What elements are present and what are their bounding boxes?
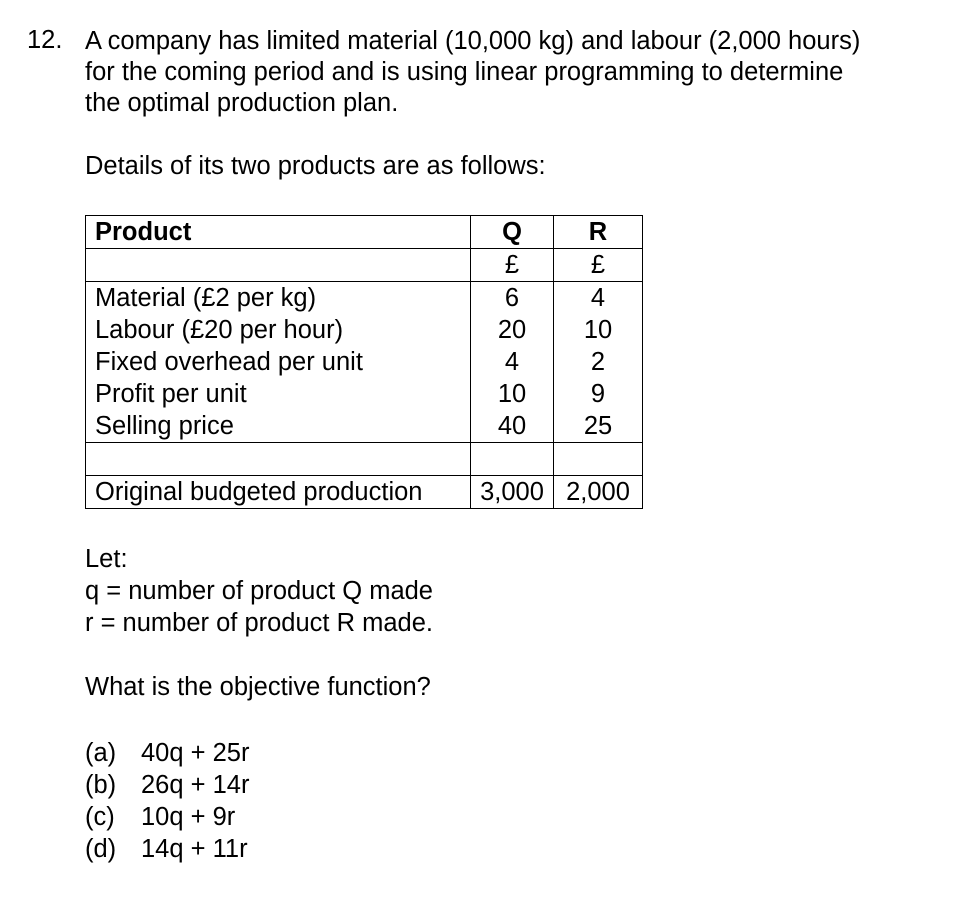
table-cell: 2,000	[554, 476, 643, 509]
header-product: Product	[86, 216, 471, 249]
answer-option-c[interactable]	[85, 801, 249, 833]
let-line: Let:	[85, 545, 128, 573]
option-text: 10q + 9r	[141, 803, 236, 831]
table-cell: 4	[554, 282, 643, 315]
variable-definitions	[85, 543, 433, 639]
answer-option-a[interactable]	[85, 737, 249, 769]
option-label: (c)	[85, 803, 115, 831]
table-cell	[471, 443, 554, 476]
table-cell: 2	[554, 346, 643, 378]
row-label: Material (£2 per kg)	[86, 282, 471, 315]
option-text: 40q + 25r	[141, 739, 250, 767]
table-cell: 25	[554, 410, 643, 443]
table-cell: 10	[554, 314, 643, 346]
table-cell: £	[554, 249, 643, 282]
row-label: Fixed overhead per unit	[86, 346, 471, 378]
row-label: Selling price	[86, 410, 471, 443]
table-intro: Details of its two products are as follows:	[85, 152, 546, 180]
table-row	[86, 282, 643, 315]
currency-row	[86, 249, 643, 282]
question-stem	[85, 26, 955, 119]
table-cell: 20	[471, 314, 554, 346]
question-prompt: What is the objective function?	[85, 673, 431, 701]
header-r: R	[554, 216, 643, 249]
table-row	[86, 410, 643, 443]
table-cell: 4	[471, 346, 554, 378]
option-label: (a)	[85, 739, 117, 767]
table-header-row	[86, 216, 643, 249]
table-row	[86, 314, 643, 346]
table-cell	[86, 443, 471, 476]
table-cell: 9	[554, 378, 643, 410]
answer-options	[85, 737, 249, 865]
option-label: (b)	[85, 771, 117, 799]
answer-option-d[interactable]	[85, 833, 249, 865]
stem-line: for the coming period and is using linear programming to determine	[85, 58, 844, 86]
table-row	[86, 378, 643, 410]
question-number: 12.	[27, 26, 63, 54]
row-label: Profit per unit	[86, 378, 471, 410]
option-text: 26q + 14r	[141, 771, 250, 799]
option-text: 14q + 11r	[141, 835, 248, 863]
table-cell: 40	[471, 410, 554, 443]
table-cell	[86, 249, 471, 282]
stem-line: the optimal production plan.	[85, 89, 399, 117]
let-line: q = number of product Q made	[85, 577, 433, 605]
option-label: (d)	[85, 835, 117, 863]
let-line: r = number of product R made.	[85, 609, 433, 637]
table-row	[86, 346, 643, 378]
product-details-table	[85, 215, 643, 509]
stem-line: A company has limited material (10,000 kg) and labour (2,000 hours)	[85, 27, 861, 55]
row-label: Labour (£20 per hour)	[86, 314, 471, 346]
table-cell: £	[471, 249, 554, 282]
table-cell: 6	[471, 282, 554, 315]
budget-row	[86, 476, 643, 509]
answer-option-b[interactable]	[85, 769, 249, 801]
row-label: Original budgeted production	[86, 476, 471, 509]
table-cell: 10	[471, 378, 554, 410]
table-cell: 3,000	[471, 476, 554, 509]
blank-row	[86, 443, 643, 476]
header-q: Q	[471, 216, 554, 249]
table-cell	[554, 443, 643, 476]
